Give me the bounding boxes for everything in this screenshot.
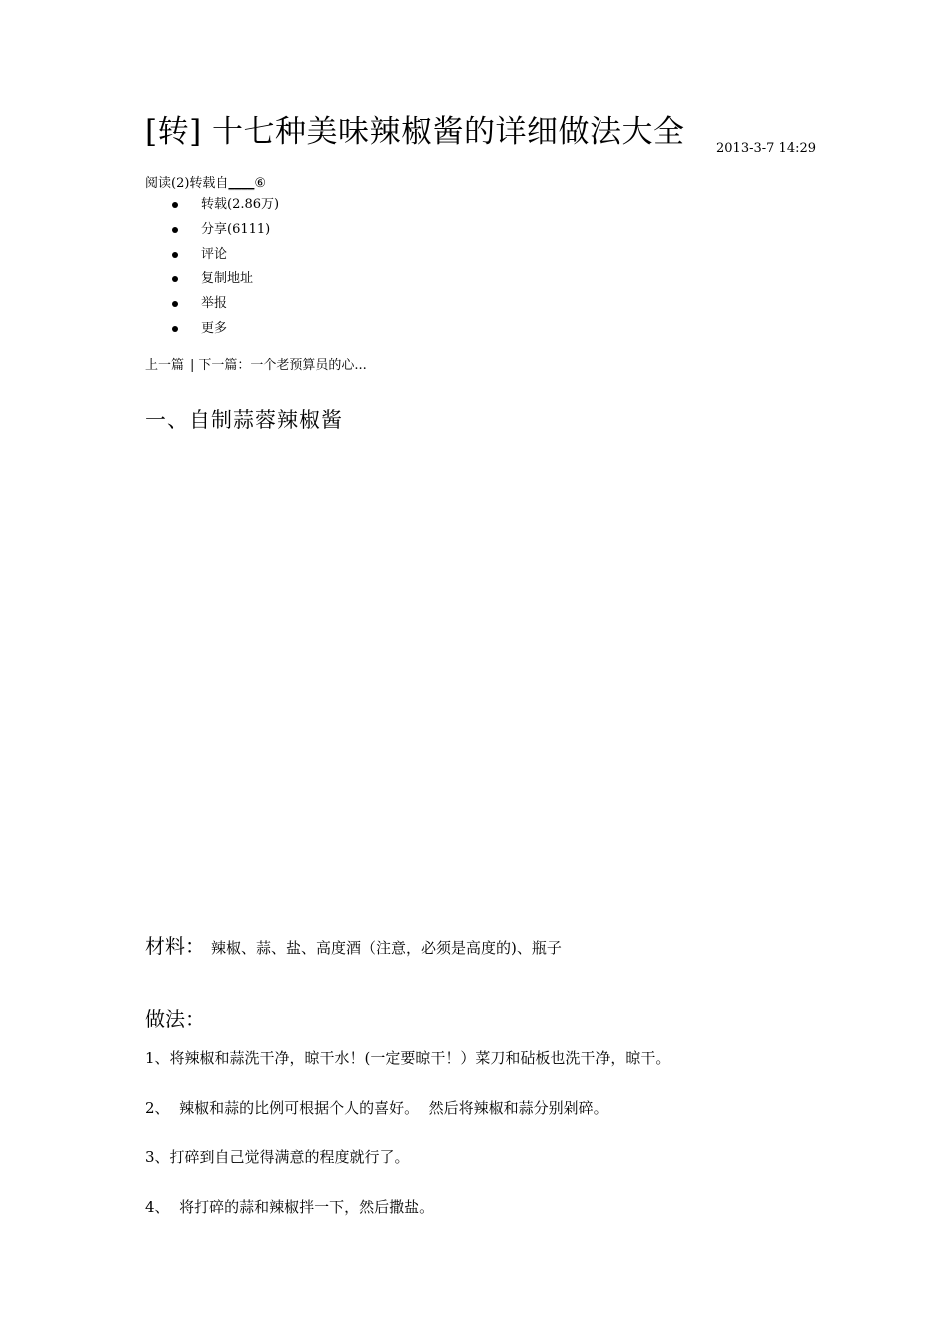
method-step: 4、 将打碎的蒜和辣椒拌一下，然后撒盐。 (145, 1198, 435, 1216)
action-copy-address[interactable] (145, 269, 279, 294)
prev-post-link[interactable]: 上一篇 (145, 358, 185, 373)
method-step: 3、打碎到自己觉得满意的程度就行了。 (145, 1148, 410, 1166)
article-datetime: 2013-3-7 14:29 (716, 141, 817, 156)
materials-value: 辣椒、蒜、盐、高度酒（注意，必须是高度的)、瓶子 (211, 939, 562, 957)
bullet-icon (172, 227, 178, 233)
source-link[interactable]: ____ (228, 176, 255, 191)
materials-label: 材料： (145, 934, 205, 958)
materials-line (145, 930, 562, 959)
article-actions-list (145, 195, 279, 344)
article-meta (145, 172, 266, 191)
read-count-label: 阅读(2)转载自 (145, 176, 229, 191)
action-label: 更多 (201, 320, 228, 336)
source-icon: ⑥ (254, 176, 267, 191)
action-share[interactable] (145, 220, 279, 245)
action-report[interactable] (145, 294, 279, 319)
article-title: [转] 十七种美味辣椒酱的详细做法大全 (145, 114, 685, 150)
post-navigation (145, 354, 367, 373)
method-step: 2、 辣椒和蒜的比例可根据个人的喜好。 然后将辣椒和蒜分别剁碎。 (145, 1099, 609, 1117)
action-label: 转载(2.86万) (201, 197, 280, 212)
action-comment[interactable] (145, 245, 279, 270)
recipe-image-placeholder (145, 450, 805, 910)
action-label: 举报 (201, 296, 228, 312)
bullet-icon (172, 276, 178, 282)
bullet-icon (172, 252, 178, 258)
nav-separator: | (190, 358, 195, 373)
next-post-link[interactable]: 下一篇：一个老预算员的心... (198, 358, 367, 373)
method-heading: 做法： (145, 1007, 205, 1031)
bullet-icon (172, 202, 178, 208)
action-label: 分享(6111) (201, 221, 271, 237)
action-label: 评论 (201, 246, 228, 262)
section-heading: 一、自制蒜蓉辣椒酱 (145, 408, 343, 432)
bullet-icon (172, 326, 178, 332)
action-repost[interactable] (145, 195, 279, 220)
action-label: 复制地址 (201, 271, 254, 287)
method-step: 1、将辣椒和蒜洗干净，晾干水！(一定要晾干！）菜刀和砧板也洗干净，晾干。 (145, 1049, 671, 1067)
bullet-icon (172, 301, 178, 307)
action-more[interactable] (145, 319, 279, 344)
